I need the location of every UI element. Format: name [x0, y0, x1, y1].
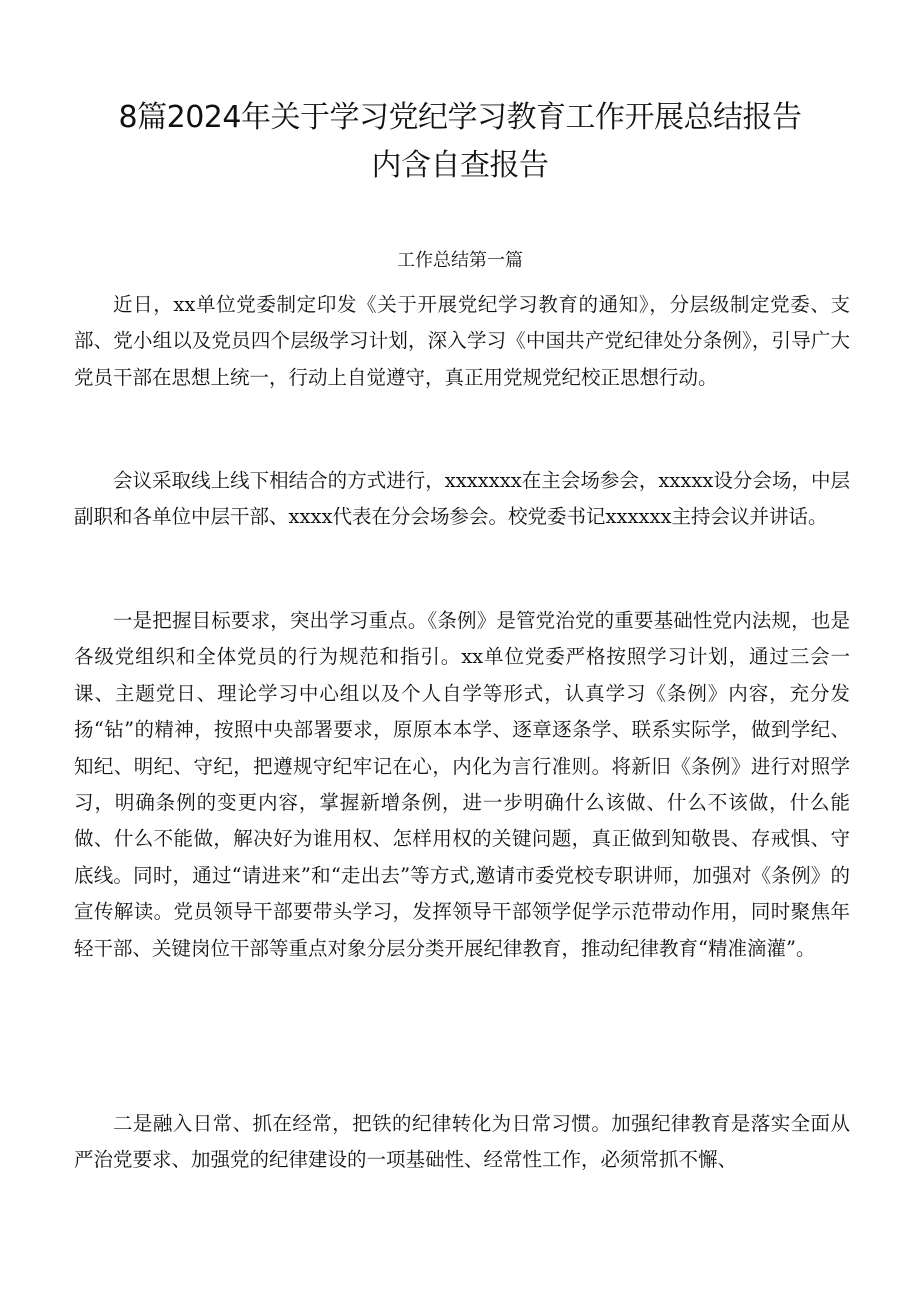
section-heading: 工作总结第一篇 — [397, 250, 523, 271]
paragraph-2: 会议采取线上线下相结合的方式进行，xxxxxxx在主会场参会，xxxxx设分会场，中层副职和各单位中层干部、xxxx代表在分会场参会。校党委书记xxxxxx主持会议并讲话。 — [74, 469, 850, 529]
document-title-line-1: 8篇2024年关于学习党纪学习教育工作开展总结报告 — [118, 100, 802, 135]
paragraph-1: 近日，xx单位党委制定印发《关于开展党纪学习教育的通知》，分层级制定党委、支部、党小组以及党员四个层级学习计划，深入学习《中国共产党纪律处分条例》，引导广大党员干部在思想上统一，行动上自觉遵守，真正用党规党纪校正思想行动。 — [74, 293, 850, 389]
paragraph-3: 一是把握目标要求，突出学习重点。《条例》是管党治党的重要基础性党内法规，也是各级党组织和全体党员的行为规范和指引。xx单位党委严格按照学习计划，通过三会一课、主题党日、理论学习中心组以及个人自学等形式，认真学习《条例》内容，充分发扬“钻”的精神，按照中央部署要求，原原本本学、逐章逐条学、联系实际学，做到学纪、知纪、明纪、守纪，把遵规守纪牢记在心，内化为言行准则。将新旧《条例》进行对照学习，明确条例的变更内容，掌握新增条例，进一步明确什么该做、什么不该做，什么能做、什么不能做，解决好为谁用权、怎样用权的关键问题，真正做到知敬畏、存戒惧、守底线。同时，通过“请进来”和“走出去”等方式,邀请市委党校专职讲师，加强对《条例》的宣传解读。党员领导干部要带头学习，发挥领导干部领学促学示范带动作用，同时聚焦年轻干部、关键岗位干部等重点对象分层分类开展纪律教育，推动纪律教育“精准滴灌”。 — [74, 609, 850, 960]
document-title-line-2: 内含自查报告 — [371, 148, 549, 183]
paragraph-4: 二是融入日常、抓在经常，把铁的纪律转化为日常习惯。加强纪律教育是落实全面从严治党要求、加强党的纪律建设的一项基础性、经常性工作，必须常抓不懈、 — [74, 1112, 850, 1172]
